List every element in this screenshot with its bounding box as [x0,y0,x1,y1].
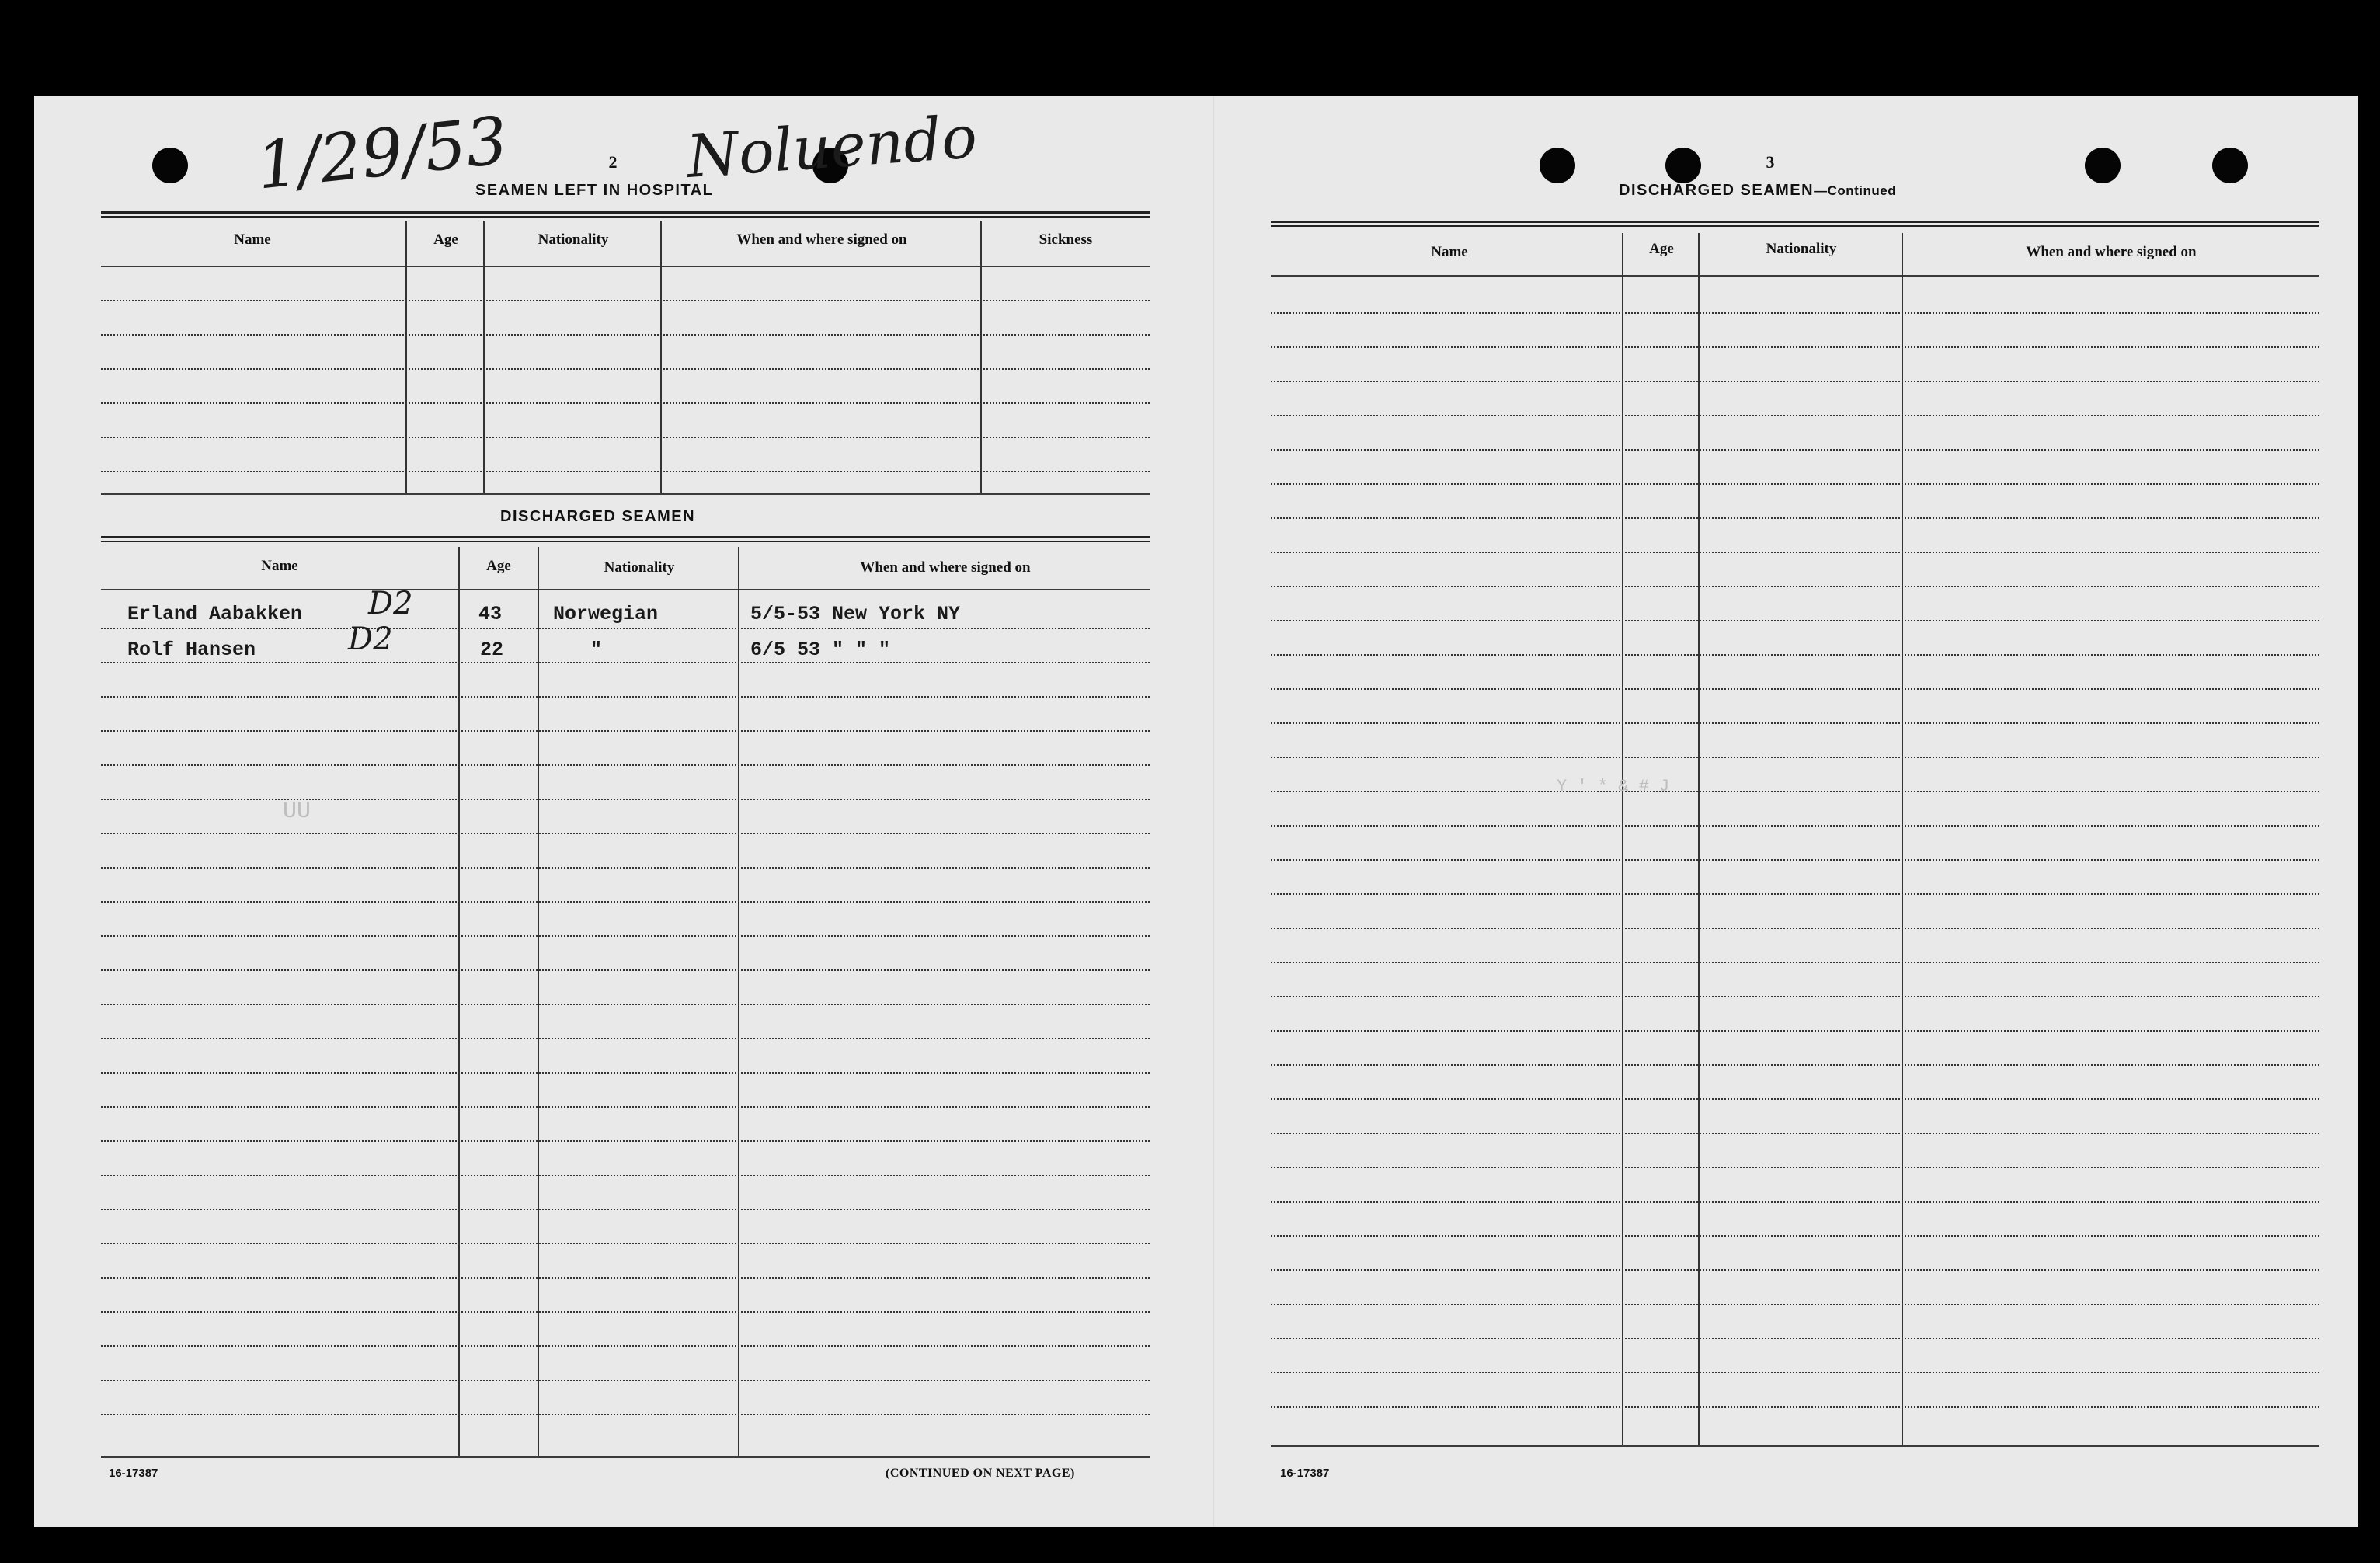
col-header-name: Name [261,558,298,574]
ruled-line [1271,722,2319,724]
col-header-name: Name [234,231,271,248]
ruled-line [1271,825,2319,827]
ruled-line [101,471,1150,472]
table-bottom-rule [1271,1445,2319,1447]
page-number-right: 3 [1766,152,1775,172]
ruled-line [1271,928,2319,929]
ruled-line [1271,688,2319,690]
page-fold [1213,96,1216,1527]
ruled-line [101,1072,1150,1074]
col-divider [1622,233,1623,1445]
ruled-line [1271,449,2319,451]
seaman-age: 22 [480,639,504,661]
col-header-age: Age [1649,241,1674,257]
col-header-sickness: Sickness [1039,231,1093,248]
header-rule [101,589,1150,590]
discharged-section-title: DISCHARGED SEAMEN [500,508,696,525]
ruled-line [101,867,1150,869]
ruled-line [101,799,1150,800]
col-divider [1698,233,1700,1445]
ruled-line [1271,1030,2319,1032]
ruled-line [1271,757,2319,758]
ruled-line [1271,1269,2319,1271]
ruled-line [1271,1406,2319,1408]
form-number-left: 16-17387 [109,1467,158,1480]
col-divider [1902,233,1903,1445]
seaman-nationality: Norwegian [553,603,659,625]
ruled-line [101,696,1150,698]
ruled-line [101,1380,1150,1381]
ruled-line [101,1175,1150,1176]
seaman-nationality: " [590,639,603,661]
col-header-signed-on: When and where signed on [2026,244,2197,260]
ruled-line [1271,483,2319,485]
col-divider [483,221,485,493]
ruled-line [101,437,1150,438]
continued-note: (CONTINUED ON NEXT PAGE) [886,1467,1075,1480]
ruled-line [1271,1201,2319,1203]
punch-hole [152,148,188,183]
ruled-line [101,662,1150,663]
col-divider [738,547,739,1456]
ruled-line [101,764,1150,766]
ruled-line [1271,517,2319,519]
ruled-line [1271,415,2319,416]
ruled-line [1271,620,2319,621]
discharge-mark: D2 [368,586,413,621]
col-header-nationality: Nationality [604,559,675,576]
col-divider [980,221,982,493]
ruled-line [1271,381,2319,382]
ruled-line [1271,996,2319,997]
ruled-line [101,300,1150,301]
ruled-line [101,1209,1150,1210]
col-header-signed-on: When and where signed on [736,231,907,248]
ruled-line [101,935,1150,937]
ruled-line [101,628,1150,629]
ruled-line [101,969,1150,971]
col-divider [660,221,662,493]
ruled-line [1271,1167,2319,1168]
form-number-right: 16-17387 [1280,1467,1330,1480]
seaman-age: 43 [478,603,503,625]
ruled-line [1271,312,2319,314]
col-divider [538,547,539,1456]
table-top-rule [101,536,1150,542]
title-main: DISCHARGED SEAMEN [1619,182,1815,199]
bleed-through-marks: UU [283,799,311,825]
ruled-line [101,334,1150,336]
ruled-line [1271,1235,2319,1237]
ruled-line [1271,859,2319,861]
ruled-line [1271,1098,2319,1100]
ruled-line [101,368,1150,370]
seaman-name: Rolf Hansen [127,639,256,661]
col-header-nationality: Nationality [1766,241,1837,257]
hospital-section-title: SEAMEN LEFT IN HOSPITAL [475,182,714,199]
ruled-line [101,1311,1150,1313]
ruled-line [101,1414,1150,1415]
ruled-line [101,1004,1150,1005]
ruled-line [1271,791,2319,792]
table-top-rule [1271,221,2319,227]
table-bottom-rule [101,493,1150,495]
seaman-name: Erland Aabakken [127,603,303,625]
col-header-age: Age [433,231,458,248]
col-header-signed-on: When and where signed on [860,559,1031,576]
punch-hole [2085,148,2121,183]
ruled-line [101,730,1150,732]
header-rule [101,266,1150,267]
col-header-age: Age [486,558,511,574]
seaman-signed-on: 6/5 53 " " " [750,639,891,661]
ruled-line [1271,962,2319,963]
discharged-continued-title [1619,182,1896,200]
ruled-line [1271,893,2319,895]
handwritten-date: 1/29/53 [252,102,512,204]
seaman-signed-on: 5/5-53 New York NY [750,603,961,625]
ruled-line [101,901,1150,903]
page-number-left: 2 [608,152,618,172]
ruled-line [101,1140,1150,1142]
table-top-rule [101,211,1150,218]
header-rule [1271,275,2319,277]
ruled-line [101,1277,1150,1279]
title-suffix: —Continued [1814,183,1897,198]
discharge-mark: D2 [348,621,393,657]
table-bottom-rule [101,1456,1150,1458]
col-header-name: Name [1431,244,1468,260]
ruled-line [1271,654,2319,656]
ruled-line [1271,1133,2319,1134]
punch-hole [1540,148,1575,183]
manifest-sheet [34,96,2358,1527]
handwritten-vessel-name: Noluendo [684,102,979,191]
col-divider [405,221,407,493]
ruled-line [1271,346,2319,348]
punch-hole [2212,148,2248,183]
ruled-line [1271,1064,2319,1066]
ruled-line [101,1345,1150,1347]
col-header-nationality: Nationality [538,231,609,248]
ruled-line [1271,552,2319,553]
col-divider [458,547,460,1456]
ruled-line [101,1038,1150,1039]
ruled-line [1271,1338,2319,1339]
ruled-line [1271,1372,2319,1373]
bleed-through-marks: Y ' * & # J [1557,777,1670,796]
ruled-line [101,833,1150,834]
ruled-line [101,402,1150,404]
punch-hole [1665,148,1701,183]
ruled-line [101,1243,1150,1244]
ruled-line [101,1106,1150,1108]
ruled-line [1271,1304,2319,1305]
ruled-line [1271,586,2319,587]
